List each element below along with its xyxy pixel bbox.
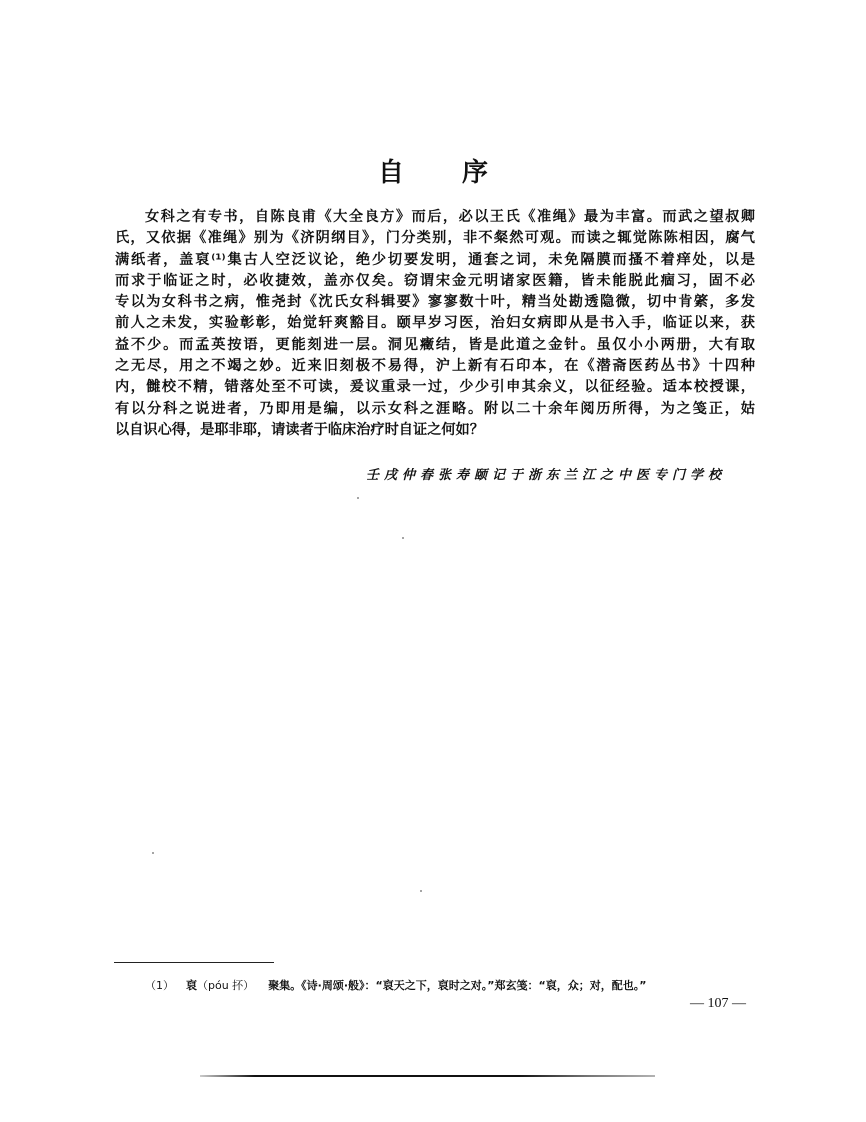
body-line: 内，雠校不精，错落处至不可读，爰议重录一过，少少引申其余义，以征经验。适本校授课， [115, 379, 755, 396]
body-line: 以自识心得，是耶非耶，请读者于临床治疗时自证之何如？ [115, 421, 484, 438]
footnote-marker: （1） [145, 979, 174, 992]
scan-edge-line [200, 1075, 655, 1077]
body-line: 满纸者，盖裒⁽¹⁾集古人空泛议论，绝少切要发明，通套之词，未免隔膜而搔不着痒处，以是 [115, 251, 755, 268]
scan-speck [402, 537, 404, 539]
footnote [145, 977, 646, 993]
scan-speck [357, 497, 359, 499]
body-line: 女科之有专书，自陈良甫《大全良方》而后，必以王氏《准绳》最为丰富。而武之望叔卿 [145, 209, 755, 225]
body-line: 氏，又依据《准绳》别为《济阴纲目》，门分类别，非不粲然可观。而读之辄觉陈陈相因，腐气 [115, 230, 755, 247]
footnote-text: 聚集。《诗·周颂·般》：“裒天之下，裒时之对。”郑玄笺：“裒，众；对，配也。” [268, 979, 647, 992]
footnote-pinyin: （póu 抔） [197, 979, 255, 992]
footnote-divider [114, 962, 274, 963]
scan-speck [420, 890, 422, 892]
body-line: 益不少。而孟英按语，更能刻进一层。洞见癥结，皆是此道之金针。虽仅小小两册，大有取 [115, 336, 755, 353]
body-line: 专以为女科书之病，惟尧封《沈氏女科辑要》寥寥数十叶，精当处勘透隐微，切中肯綮，多发 [115, 294, 755, 311]
page-title: 自序 [377, 158, 546, 188]
author-signature: 壬戌仲春张寿颐记于浙东兰江之中医专门学校 [366, 468, 722, 483]
body-line: 前人之未发，实验彰彰，始觉轩爽豁目。颐早岁习医，治妇女病即从是书入手，临证以来，获 [115, 315, 755, 332]
footnote-term: 裒 [186, 979, 197, 992]
body-line: 之无尽，用之不竭之妙。近来旧刻极不易得，沪上新有石印本，在《潜斋医药丛书》十四种 [115, 358, 755, 375]
preface-body [115, 207, 755, 441]
body-line: 有以分科之说进者，乃即用是编，以示女科之涯略。附以二十余年阅历所得，为之笺正，姑 [115, 400, 755, 417]
scan-speck [152, 852, 154, 854]
page-number: — 107 — [690, 996, 746, 1011]
body-line: 而求于临证之时，必收捷效，盖亦仅矣。窃谓宋金元明诸家医籍，皆未能脱此痼习，固不必 [115, 272, 755, 289]
